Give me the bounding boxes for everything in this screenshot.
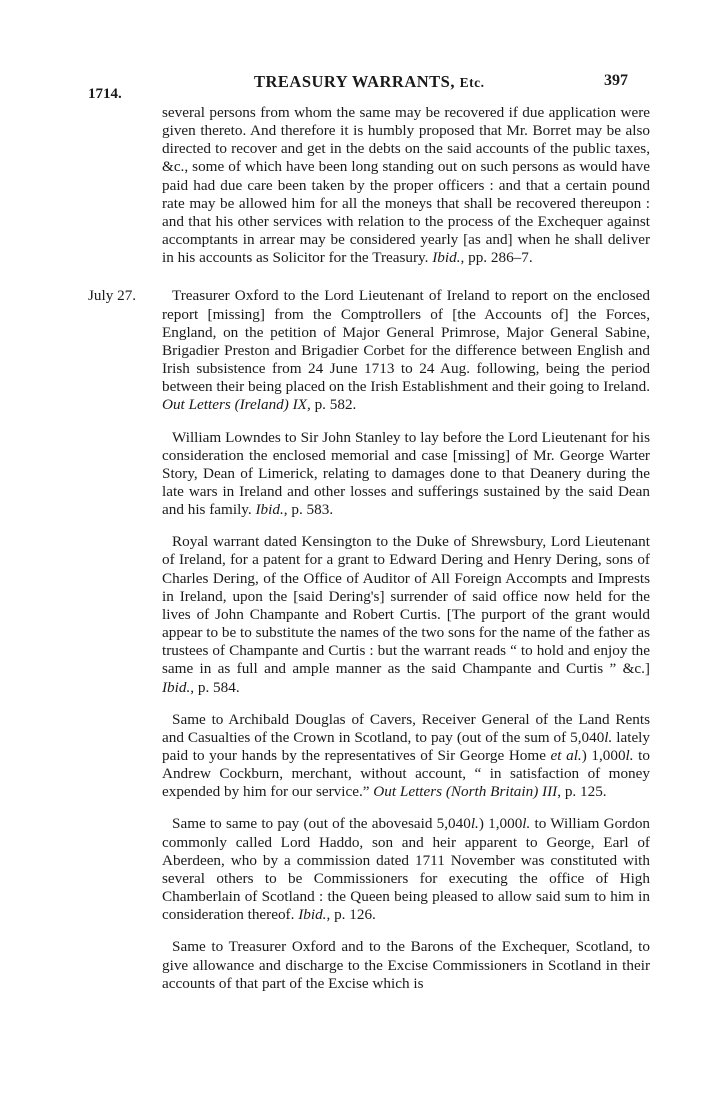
text-run-italic: l.	[522, 815, 531, 833]
entry-royal-warrant	[162, 533, 650, 696]
text-run: Same to same to pay (out of the abovesaid 5,040	[172, 815, 471, 833]
text-run: Treasurer Oxford to the Lord Lieutenant of Ireland to report on the enclosed report [missing] from the Comptrollers of [the Accounts of] the Forces, England, on the petition of Major General Primrose, Major General Sabine, Brigadier Preston and Brigadier Corbet for the difference between English and Irish subsistence from 24 June 1713 to 24 Aug. following, being the period between their being placed on the Irish Establishment and their going to Ireland.	[162, 287, 650, 396]
citation-ref: Out Letters (North Britain) III	[373, 783, 558, 801]
entry-date: July 27.	[88, 287, 137, 305]
text-run: several persons from whom the same may be recovered if due application were given thereto. And therefore it is humbly proposed that Mr. Borret may be also directed to recover and get in the debts on the said accounts of the public taxes, &c., some of which have been long standing out on such persons as would have paid had due care been taken by the proper officers : and that a certain pound rate may be allowed him for all the moneys that shall be recovered thereupon : and that his other services with relation to the process of the Exchequer against accomptants in arrear may be considered yearly [as and] when he shall deliver in his accounts as Solicitor for the Treasury.	[162, 104, 650, 267]
text-run-italic: l.	[470, 815, 479, 833]
page-number: 397	[604, 72, 628, 89]
text-run-italic: l.	[625, 747, 634, 764]
entry-gordon-haddo	[162, 815, 650, 924]
text-run-italic: l.	[604, 728, 613, 746]
text-run: Same to Archibald Douglas of Cavers, Receiver General of the Land Rents and Casualties of the Crown in Scotland, to pay (out of the sum of 5,040	[162, 710, 650, 746]
entry-lowndes-stanley	[162, 429, 650, 520]
running-title	[254, 72, 484, 92]
entry-july-27	[88, 287, 650, 414]
page-header	[0, 72, 726, 102]
text-run: , p. 583.	[283, 501, 334, 519]
text-run: to Andrew Cockburn, merchant, without account, “ in satisfaction of money expended by him for our service.”	[162, 747, 650, 801]
citation-ref: Ibid.	[298, 906, 327, 924]
text-run: , p. 584.	[190, 678, 240, 696]
page-body	[88, 104, 651, 993]
text-run-italic: et al.	[550, 747, 582, 764]
text-run: Same to Treasurer Oxford and to the Barons of the Exchequer, Scotland, to give allowance and discharge to the Excise Commissioners in Scotland in their accounts of that part of the Excise which is	[162, 938, 650, 992]
entry-text	[162, 287, 650, 414]
citation-ref: Ibid.	[255, 501, 284, 519]
entry-text	[162, 429, 650, 520]
citation-ref: Ibid.	[432, 249, 461, 267]
entry-text	[162, 815, 650, 924]
entry-continuation	[162, 104, 650, 267]
text-run: , p. 125.	[557, 783, 607, 801]
running-title-etc: Etc.	[459, 75, 485, 90]
text-run: ) 1,000	[478, 815, 523, 833]
entry-excise-allowance	[162, 938, 650, 992]
text-run: , pp. 286–7.	[460, 249, 533, 267]
entry-text	[162, 533, 650, 696]
text-run: lately paid to your hands by the representatives of Sir George Home	[162, 728, 650, 764]
running-title-main: TREASURY WARRANTS,	[254, 72, 455, 91]
text-run: , p. 126.	[326, 906, 376, 924]
text-run: to William Gordon commonly called Lord Haddo, son and heir apparent to George, Earl of Aberdeen, who by a commission dated 1711 November was constituted with several others to be Commissioners for executing the office of High Chamberlain of Scotland : the Queen being pleased to allow said sum to him in consideration thereof.	[162, 815, 651, 924]
text-run: Royal warrant dated Kensington to the Duke of Shrewsbury, Lord Lieutenant of Ireland, for a patent for a grant to Edward Dering and Henry Dering, sons of Charles Dering, of the Office of Auditor of All Foreign Accompts and Imprests in Ireland, upon the [said Dering's] surrender of said office now held for the lives of John Champante and Robert Curtis. [The purport of the grant would appear to be to substitute the names of the two sons for the name of the father as trustees of Champante and Curtis : but the warrant reads “ to hold and enjoy the same in as full and ample manner as the said Champante and Curtis ” &c.]	[162, 533, 650, 678]
citation-ref: Out Letters (Ireland) IX	[162, 396, 307, 414]
entry-text	[162, 938, 650, 992]
header-year: 1714.	[88, 86, 122, 102]
entry-text	[162, 104, 650, 267]
entry-text	[162, 711, 650, 802]
text-run: ) 1,000	[581, 747, 626, 764]
entry-douglas-cavers	[162, 711, 650, 802]
text-run: William Lowndes to Sir John Stanley to lay before the Lord Lieutenant for his consideration the enclosed memorial and case [missing] of Mr. George Warter Story, Dean of Limerick, relating to damages done to that Deanery during the late wars in Ireland and other losses and sufferings sustained by the said Dean and his family.	[162, 428, 650, 519]
text-run: , p. 582.	[306, 396, 357, 414]
citation-ref: Ibid.	[162, 678, 191, 696]
